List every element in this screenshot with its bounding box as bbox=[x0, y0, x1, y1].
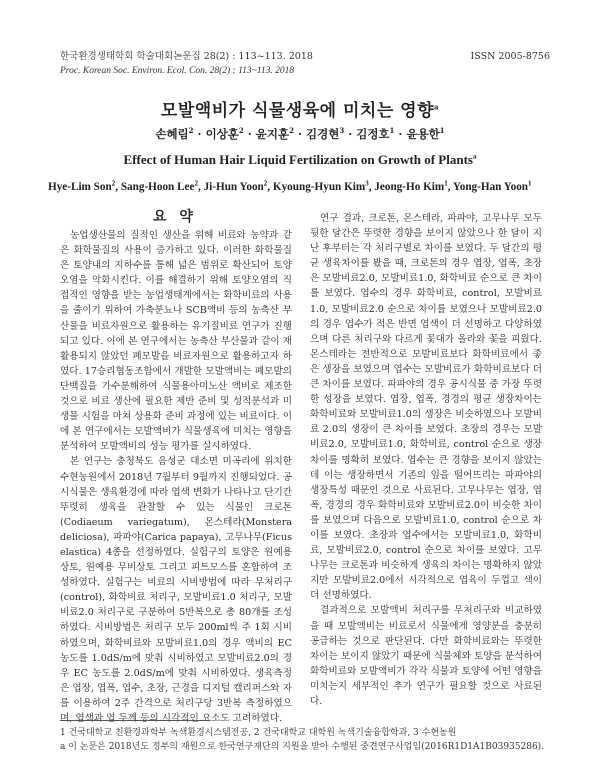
author-name: Yong-Han Yoon bbox=[452, 181, 529, 193]
author bbox=[121, 181, 198, 193]
author-name: Ji-Hun Yoon bbox=[203, 181, 264, 193]
footnote-divider bbox=[60, 720, 210, 721]
issn: ISSN 2005-8756 bbox=[470, 51, 550, 62]
author-name: 윤용한 bbox=[406, 127, 440, 141]
author-affiliation-mark: 1 bbox=[439, 126, 445, 136]
journal-citation-en: Proc. Korean Soc. Environ. Ecol. Con. 28(2) : 113~113. 2018 bbox=[60, 66, 295, 76]
journal-header bbox=[60, 50, 550, 78]
author-affiliation-mark: 1 bbox=[389, 126, 395, 136]
author bbox=[48, 181, 115, 193]
author-affiliation-mark: 2 bbox=[111, 179, 116, 188]
author-name: 이상훈 bbox=[205, 127, 239, 141]
author-name: 윤지훈 bbox=[255, 127, 290, 141]
author-affiliation-mark: 3 bbox=[365, 179, 369, 188]
author bbox=[273, 181, 369, 193]
author-affiliation-mark: 2 bbox=[263, 179, 268, 188]
title-korean-text: 모발액비가 식물생육에 미치는 영향 bbox=[160, 101, 435, 121]
journal-citation-ko: 한국환경생태학회 학술대회논문집 28(2) : 113~113. 2018 bbox=[60, 51, 313, 62]
author-name: 김경현 bbox=[306, 127, 340, 141]
authors-english: Hye-Lim Son$^2$, Sang-Hoon Lee$^2$, Ji-Hun Yoon$^2$, Kyoung-Hyun Kim$^3$, Jeong-Ho Kim$^1$, Yong-Han Yoon$^1$ bbox=[48, 179, 532, 193]
author-affiliation-mark: 2 bbox=[289, 126, 294, 136]
author-affiliation-mark: 1 bbox=[528, 179, 532, 188]
author-name: Jeong-Ho Kim bbox=[374, 181, 445, 193]
title-english bbox=[0, 152, 600, 168]
title-korean-footnote-mark: a bbox=[434, 102, 440, 112]
abstract-heading: 요 약 bbox=[153, 209, 197, 225]
title-english-footnote-mark: a bbox=[472, 152, 477, 161]
abstract-paragraph: 연구 결과, 크로톤, 몬스테라, 파파야, 고무나무 모두 뒷한 달간은 뚜렷한 경향을 보이지 않았으나 한 달이 지난 후부터는 각 처리구별로 차이를 보였다. 두 달간의 평균 생육차이를 봤을 때, 크로톤의 경우 엽장, 엽폭, 초장은 모발비료2.0, 모발비료1.0, 화학비료 순으로 큰 차이를 보였다. 엽수의 경우 화학비료, control, 모발비료1.0, 모발비료2.0 순으로 차이를 보였으나 모발비료2.0의 경우 엽수가 적은 반면 엽색이 더 선명하고 다양하였으며 다른 처리구와 다르게 꽃대가 올라와 꽃을 피웠다. 몬스테라는 전반적으로 모발비료보다 화학비료에서 좋은 생장을 보였으며 엽수는 모발비료가 화학비료보다 더 큰 차이를 보였다. 파파야의 경우 공시식물 중 가장 뚜렷한 성장을 보였다. 엽장, 엽폭, 경경의 평균 생장차이는 화학비료와 모발비료1.0의 생장은 비슷하였으나 모발비료 2.0의 생장이 큰 차이를 보였다. 초장의 경우는 모발비료2.0, 모발비료1.0, 화학비료, control 순으로 생장 차이를 명확히 보였다. 엽수는 큰 경향을 보이지 않았는데 이는 생장하면서 기존의 잎을 떨어뜨리는 파파야의 생장특성 때문인 것으로 사료된다. 고무나무는 엽장, 엽폭, 경경의 경우 화학비료와 모발비료2.0이 비슷한 차이를 보였으며 다음으로 모발비료1.0, control 순으로 차이를 보였다. 초장과 엽수에서는 모발비료1.0, 화학비료, 모발비료2.0, control 순으로 차이를 보였다. 고무나무는 크로톤과 비슷하게 생육의 차이는 명확하지 않았지만 모발비료2.0에서 시각적으로 엽육이 두껍고 색이 더 선명하였다. bbox=[310, 213, 542, 602]
author-affiliation-mark: 3 bbox=[339, 126, 345, 136]
title-english-text: Effect of Human Hair Liquid Fertilization on Growth of Plants bbox=[123, 152, 473, 167]
title-korean bbox=[0, 96, 600, 121]
author bbox=[206, 127, 244, 141]
author-affiliation-mark: 2 bbox=[194, 179, 198, 188]
abstract-left-column bbox=[60, 228, 292, 726]
authors-korean: 손혜림$^2$ · 이상훈$^2$ · 윤지훈$^2$ · 김경현$^3$ · 김정호$^1$ · 윤용한$^1$ bbox=[155, 126, 445, 141]
author bbox=[406, 127, 444, 141]
author-name: Hye-Lim Son bbox=[48, 181, 112, 193]
abstract-paragraph: 본 연구는 충청북도 음성군 대소면 미곡리에 위치한 수현농원에서 2018년 7월부터 9월까지 진행되었다. 공시식물은 생육환경에 따라 엽색 변화가 나타나고 단기간 뚜렷히 생육을 관찰할 수 있는 식물인 크로톤(Codiaeum variegatum), 몬스테라(Monstera deliciosa), 파파야(Carica papaya), 고무나무(Ficus elastica) 4종을 선정하였다. 실험구의 토양은 원예용 상토, 원예용 무비상토 그리고 피트모스를 혼합하여 조성하였다. 실험구는 비료의 시비방법에 따라 무처리구(control), 화학비료 처리구, 모발비료1.0 처리구, 모발비료2.0 처리구로 구분하여 5반복으로 총 80개를 조성하였다. 시비방법은 처리구 모두 200ml씩 주 1회 시비하였으며, 화학비료와 모발비료1.0의 경우 액비의 EC 농도를 1.0dS/m에 맞춰 시비하였고 모발비료2.0의 경우 EC 농도를 2.0dS/m에 맞춰 시비하였다. 생육측정은 엽장, 엽폭, 엽수, 초장, 근경을 디지털 캘리퍼스와 자를 이용하여 2주 간격으로 처리구당 3반복 측정하였으며, 엽색과 엽 두께 등의 시각적인 요소도 고려하였다. bbox=[60, 456, 292, 724]
author bbox=[453, 181, 532, 193]
author-affiliation-mark: 2 bbox=[238, 126, 244, 136]
author bbox=[374, 181, 447, 193]
author bbox=[306, 127, 344, 141]
author bbox=[256, 127, 294, 141]
author-name: Kyoung-Hyun Kim bbox=[272, 181, 366, 193]
author bbox=[155, 127, 193, 141]
author-name: Sang-Hoon Lee bbox=[120, 181, 195, 193]
footnote-funding: a 이 논문은 2018년도 정부의 재원으로 한국연구재단의 지원을 받아 수행된 중견연구사업임(2016R1D1A1B03935286). bbox=[60, 742, 545, 752]
author-name: 손혜림 bbox=[155, 127, 189, 141]
abstract-paragraph: 결과적으로 모발액비 처리구를 무처리구와 비교하였을 때 모발액비는 비료로서 식물에게 영양분을 충분히 공급하는 것으로 판단된다. 다만 화학비료와는 뚜렷한 차이는 보이지 않았기 때문에 식물체와 토양을 분석하여 화학비료와 모발액비가 각각 식물과 토양에 어떤 영향을 미치는지 세부적인 추가 연구가 필요할 것으로 사료된다. bbox=[310, 605, 542, 707]
abstract-paragraph: 농업생산물의 질적인 생산을 위해 비료와 농약과 같은 화학물질의 사용이 증가하고 있다. 이러한 화학물질은 토양내의 지하수를 통해 넓은 범위로 확산되어 토양오염을 악화시킨다. 이를 해결하기 위해 토양오염의 직접적인 영향을 받는 농업생태계에서는 화학비료의 사용을 줄이기 위하여 가축분뇨나 SCB액비 등의 농축산 부산물을 비료자원으로 활용하는 유기질비료 연구가 진행되고 있다. 이에 본 연구에서는 농축산 부산물과 같이 재활용되지 않았던 폐모발을 비료자원으로 활용하고자 하였다. 17승리협동조합에서 개발한 모발액비는 폐모발의 단백질을 가수분해하여 식물용아미노산 액비로 제조한 것으로 비료 생산에 필요한 제반 준비 및 성적분석과 미생물 시험을 마쳐 상용화 준비 과정에 있는 비료이다. 이에 본 연구에서는 모발액비가 식물생육에 미치는 영향을 분석하여 모발액비의 성능 평가를 실시하였다. bbox=[60, 230, 292, 453]
author bbox=[356, 127, 394, 141]
author-affiliation-mark: 2 bbox=[188, 126, 194, 136]
footnote-affiliations: 1 건국대학교 친환경과학부 녹색환경시스템전공, 2 건국대학교 대학원 녹색기술융합학과, 3 수현농원 bbox=[60, 728, 457, 738]
author-name: 김정호 bbox=[356, 127, 390, 141]
abstract-right-column bbox=[310, 211, 542, 709]
author bbox=[204, 181, 268, 193]
author-affiliation-mark: 1 bbox=[444, 179, 448, 188]
